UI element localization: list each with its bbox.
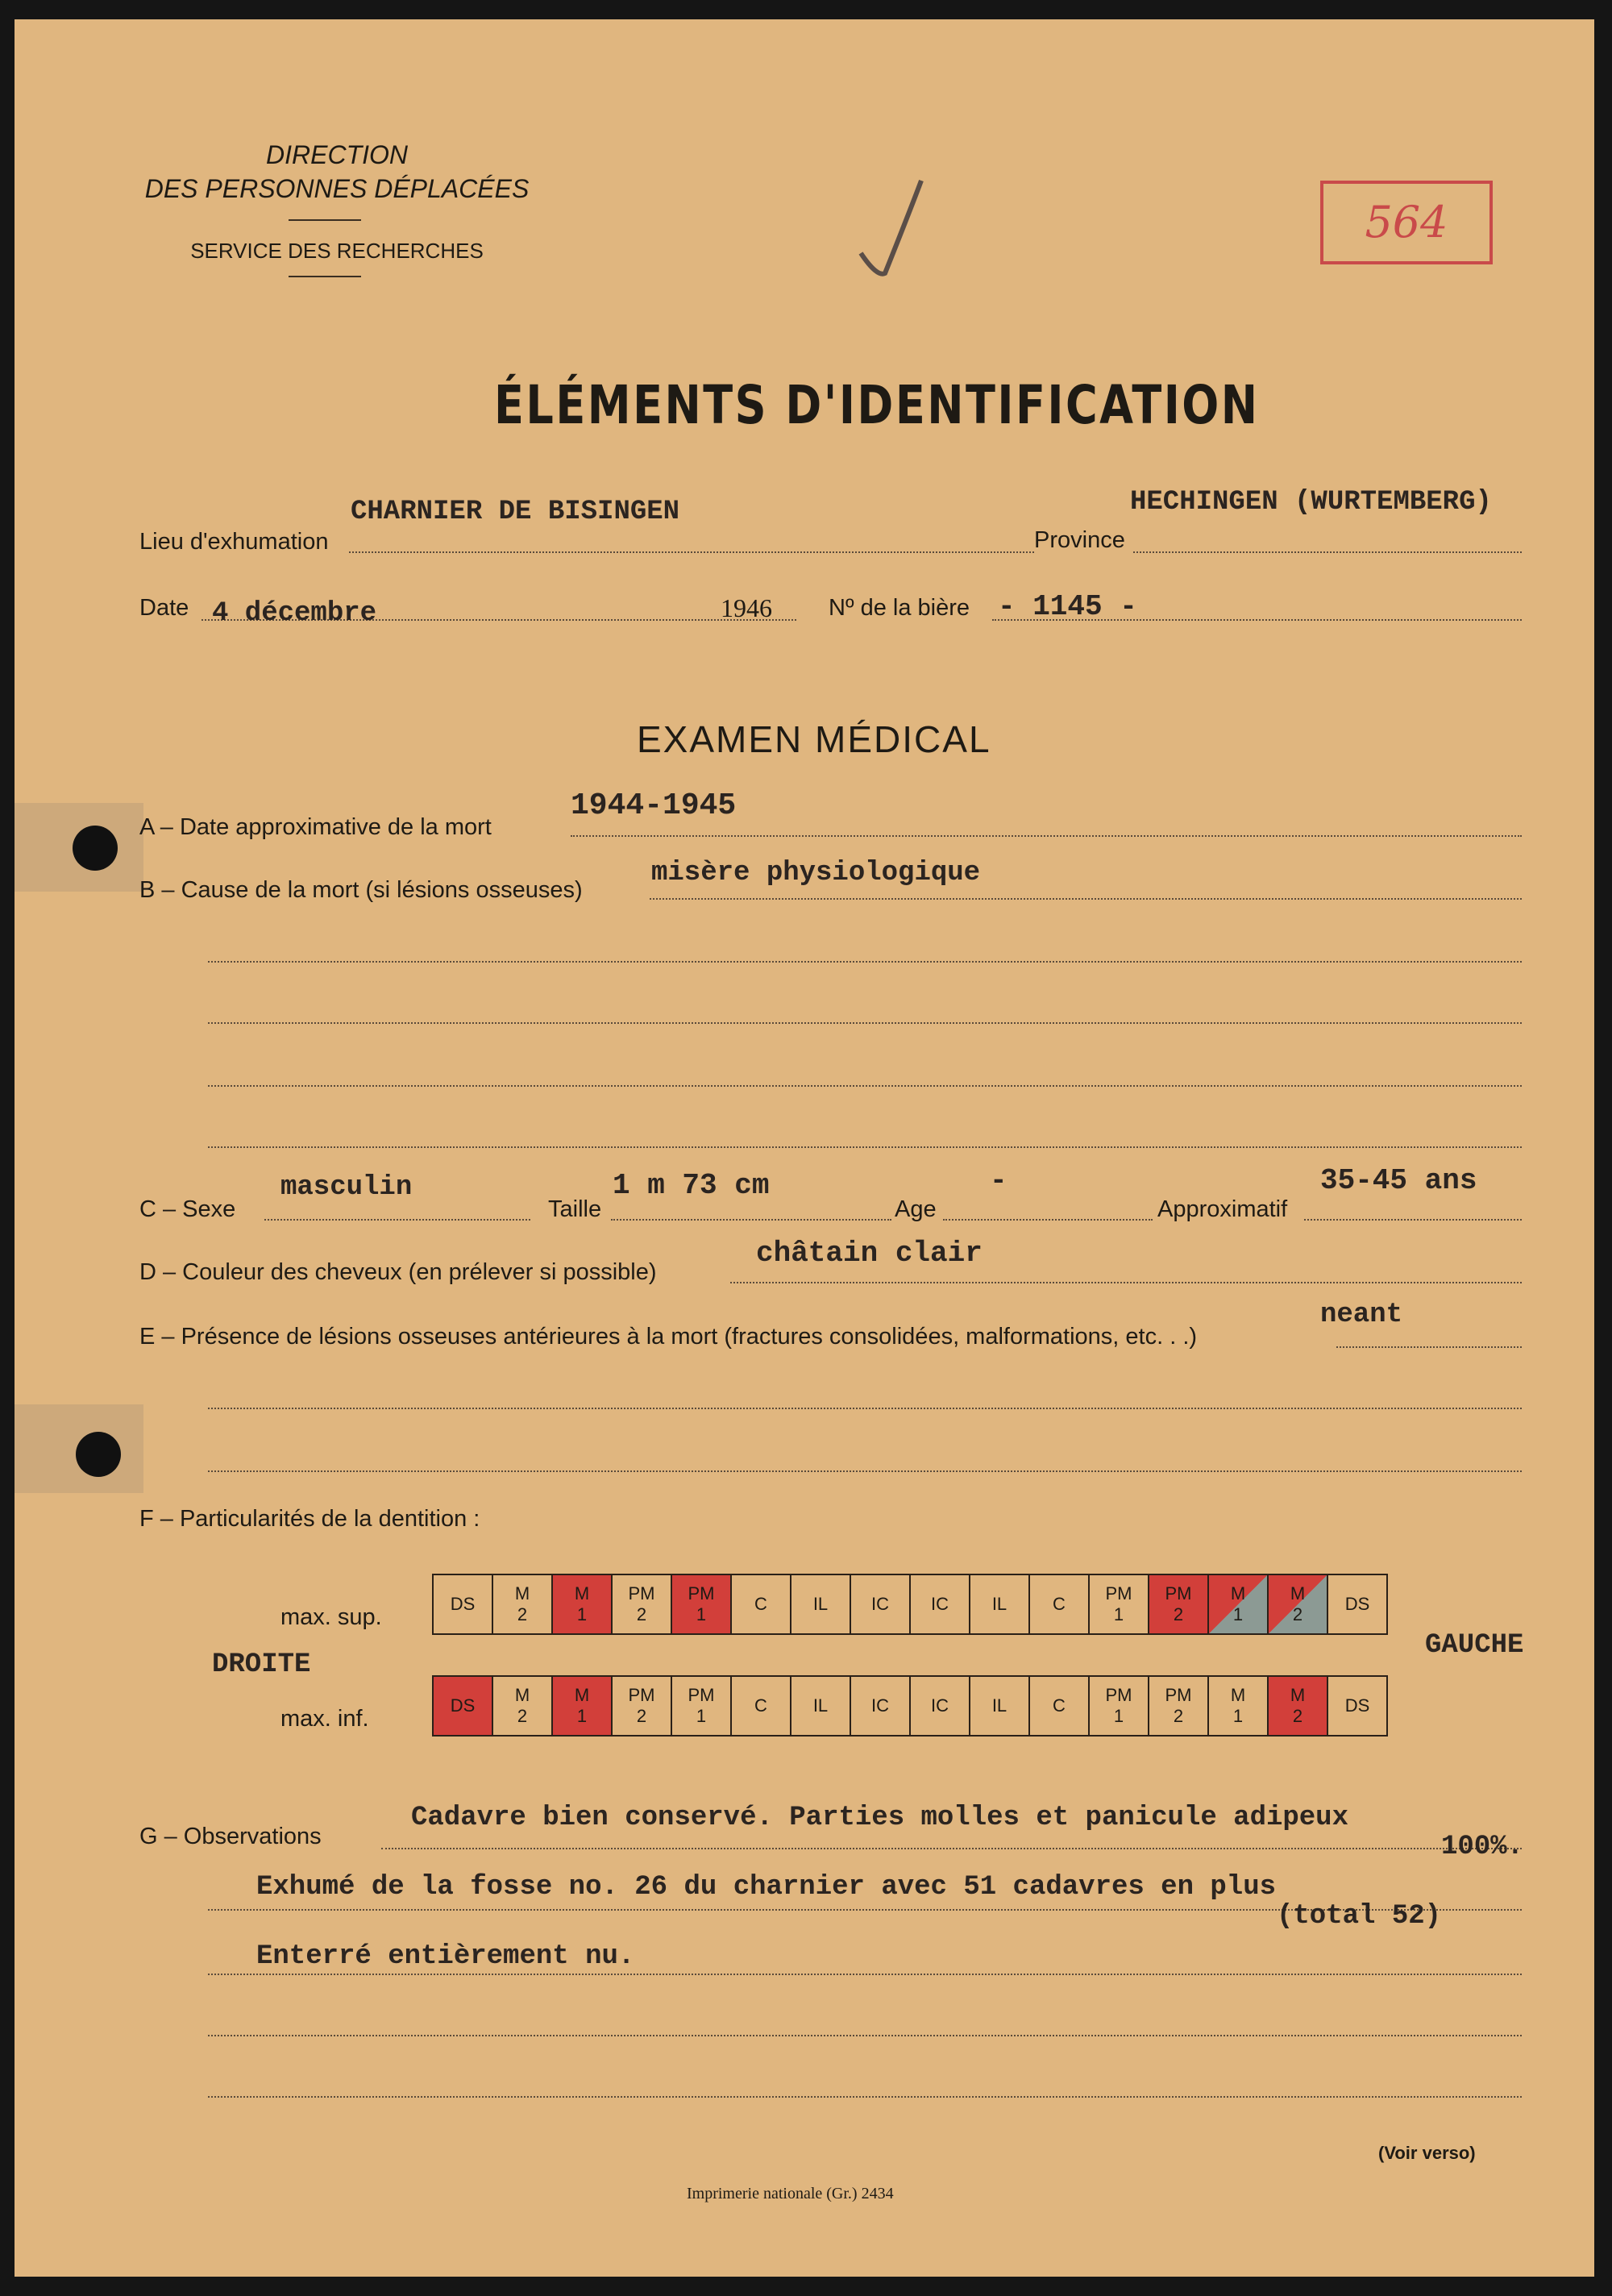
taille-label: Taille bbox=[548, 1196, 602, 1222]
tooth-number: 2 bbox=[636, 1604, 647, 1624]
tooth-number: 2 bbox=[1173, 1706, 1184, 1726]
tooth-number: 1 bbox=[696, 1706, 707, 1726]
tooth-number: 1 bbox=[576, 1706, 588, 1726]
lower-tooth-cell bbox=[1208, 1676, 1268, 1736]
tooth-code: M bbox=[1230, 1583, 1246, 1603]
tooth-code: DS bbox=[1344, 1594, 1370, 1614]
tooth-code: IC bbox=[931, 1594, 949, 1614]
field-f-label: F – Particularités de la dentition : bbox=[139, 1506, 480, 1532]
province-line bbox=[1133, 551, 1522, 553]
tooth-code: M bbox=[1290, 1685, 1306, 1705]
tooth-code: PM bbox=[688, 1583, 715, 1603]
tooth-code: DS bbox=[1344, 1695, 1370, 1716]
lower-tooth-cell bbox=[671, 1676, 731, 1736]
max-inf-label: max. inf. bbox=[280, 1706, 369, 1732]
tooth-code: PM bbox=[1165, 1685, 1192, 1705]
tooth-code: C bbox=[754, 1594, 767, 1614]
org-line-personnes: DES PERSONNES DÉPLACÉES bbox=[144, 174, 530, 203]
lower-tooth-cell bbox=[1029, 1676, 1089, 1736]
document-page bbox=[15, 19, 1594, 2277]
lower-tooth-cell bbox=[492, 1676, 552, 1736]
field-d-line bbox=[730, 1282, 1522, 1283]
tooth-number: 2 bbox=[1292, 1604, 1303, 1624]
tooth-code: M bbox=[1230, 1685, 1246, 1705]
biere-value: - 1145 - bbox=[998, 590, 1137, 623]
tooth-number: 1 bbox=[696, 1604, 707, 1624]
upper-tooth-cell bbox=[791, 1574, 850, 1634]
tooth-code: M bbox=[574, 1583, 590, 1603]
page-title: ÉLÉMENTS D'IDENTIFICATION bbox=[494, 374, 1260, 436]
age-line bbox=[943, 1219, 1153, 1221]
taille-line bbox=[611, 1219, 891, 1221]
field-d-label: D – Couleur des cheveux (en prélever si possible) bbox=[139, 1259, 657, 1285]
field-a-line bbox=[571, 835, 1522, 837]
tooth-code: PM bbox=[1105, 1685, 1132, 1705]
age-label: Age bbox=[895, 1196, 937, 1222]
date-year: 1946 bbox=[721, 593, 772, 622]
field-e-label: E – Présence de lésions osseuses antérieures à la mort (fractures consolidées, malformations, etc. . .) bbox=[139, 1324, 1198, 1350]
lower-tooth-cell bbox=[910, 1676, 970, 1736]
field-e-line-3 bbox=[208, 1470, 1522, 1472]
observation-line-2: Exhumé de la fosse no. 26 du charnier avec 51 cadavres en plus bbox=[256, 1872, 1277, 1903]
tooth-code: DS bbox=[450, 1594, 476, 1614]
upper-tooth-cell bbox=[910, 1574, 970, 1634]
lower-tooth-cell bbox=[850, 1676, 910, 1736]
lower-tooth-cell bbox=[1327, 1676, 1387, 1736]
exam-heading: EXAMEN MÉDICAL bbox=[637, 718, 991, 760]
tooth-code: C bbox=[1053, 1594, 1066, 1614]
field-b-line-2 bbox=[208, 961, 1522, 963]
field-b-line bbox=[650, 898, 1522, 900]
imprimerie-footer: Imprimerie nationale (Gr.) 2434 bbox=[687, 2185, 894, 2202]
province-label: Province bbox=[1034, 527, 1125, 553]
tooth-number: 1 bbox=[1113, 1604, 1124, 1624]
tooth-number: 2 bbox=[1173, 1604, 1184, 1624]
upper-tooth-cell bbox=[1149, 1574, 1208, 1634]
lieu-line bbox=[349, 551, 1034, 553]
field-g-line-5 bbox=[208, 2096, 1522, 2098]
approx-value: 35-45 ans bbox=[1320, 1164, 1477, 1197]
approx-line bbox=[1304, 1219, 1522, 1221]
field-a-value: 1944-1945 bbox=[571, 788, 737, 823]
lower-tooth-cell bbox=[731, 1676, 791, 1736]
observation-line-1: Cadavre bien conservé. Parties molles et panicule adipeux bbox=[411, 1803, 1348, 1833]
upper-teeth-chart bbox=[432, 1574, 1388, 1635]
tooth-code: M bbox=[514, 1685, 530, 1705]
lower-tooth-cell bbox=[791, 1676, 850, 1736]
tooth-number: 1 bbox=[576, 1604, 588, 1624]
tooth-code: M bbox=[574, 1685, 590, 1705]
tooth-number: 1 bbox=[1113, 1706, 1124, 1726]
gauche-label: GAUCHE bbox=[1425, 1630, 1524, 1661]
date-label: Date bbox=[139, 595, 189, 621]
lower-tooth-cell bbox=[1089, 1676, 1149, 1736]
check-mark bbox=[853, 164, 933, 285]
reference-stamp bbox=[1320, 181, 1493, 264]
punch-hole-bottom bbox=[76, 1432, 121, 1477]
field-d-value: châtain clair bbox=[756, 1237, 983, 1270]
upper-tooth-cell bbox=[552, 1574, 612, 1634]
lower-teeth-chart bbox=[432, 1675, 1388, 1737]
lower-tooth-cell bbox=[612, 1676, 671, 1736]
field-b-label: B – Cause de la mort (si lésions osseuses) bbox=[139, 877, 583, 903]
upper-tooth-cell bbox=[433, 1574, 492, 1634]
field-b-line-4 bbox=[208, 1085, 1522, 1087]
tooth-code: IL bbox=[991, 1594, 1008, 1614]
upper-tooth-cell bbox=[731, 1574, 791, 1634]
tooth-code: C bbox=[1053, 1695, 1066, 1716]
field-g-line-3 bbox=[208, 1974, 1522, 1975]
upper-tooth-cell bbox=[492, 1574, 552, 1634]
org-line-direction: DIRECTION bbox=[266, 140, 408, 169]
lower-tooth-cell bbox=[433, 1676, 492, 1736]
tooth-code: PM bbox=[688, 1685, 715, 1705]
tooth-code: IL bbox=[812, 1594, 829, 1614]
droite-label: DROITE bbox=[212, 1649, 311, 1680]
org-line-service: SERVICE DES RECHERCHES bbox=[190, 239, 484, 263]
punch-hole-top bbox=[73, 826, 118, 871]
lower-tooth-cell bbox=[1268, 1676, 1327, 1736]
field-b-line-3 bbox=[208, 1022, 1522, 1024]
tooth-code: IL bbox=[991, 1695, 1008, 1716]
tooth-code: IC bbox=[871, 1594, 889, 1614]
biere-label: Nº de la bière bbox=[829, 595, 970, 621]
header-divider bbox=[289, 219, 361, 221]
lower-tooth-cell bbox=[970, 1676, 1029, 1736]
tooth-number: 2 bbox=[517, 1706, 528, 1726]
field-e-line-2 bbox=[208, 1408, 1522, 1409]
field-e-value: neant bbox=[1320, 1300, 1403, 1330]
upper-tooth-cell bbox=[850, 1574, 910, 1634]
tooth-code: IC bbox=[931, 1695, 949, 1716]
taille-value: 1 m 73 cm bbox=[613, 1169, 770, 1202]
upper-tooth-cell bbox=[970, 1574, 1029, 1634]
lieu-value: CHARNIER DE BISINGEN bbox=[351, 497, 680, 527]
field-e-line bbox=[1336, 1346, 1522, 1348]
province-value: HECHINGEN (WURTEMBERG) bbox=[1130, 487, 1492, 518]
sexe-value: masculin bbox=[280, 1172, 413, 1203]
observation-line-2b: (total 52) bbox=[1277, 1901, 1442, 1932]
tooth-number: 2 bbox=[1292, 1706, 1303, 1726]
tooth-code: DS bbox=[450, 1695, 476, 1716]
tooth-number: 2 bbox=[636, 1706, 647, 1726]
date-value: 4 décembre bbox=[212, 598, 377, 629]
sexe-line bbox=[264, 1219, 530, 1221]
lower-tooth-cell bbox=[552, 1676, 612, 1736]
stamp-number: 564 bbox=[1365, 197, 1448, 247]
observation-line-1b: 100%. bbox=[1441, 1832, 1524, 1862]
tooth-code: IL bbox=[812, 1695, 829, 1716]
voir-verso: (Voir verso) bbox=[1378, 2143, 1476, 2163]
tooth-code: PM bbox=[1105, 1583, 1132, 1603]
field-b-line-5 bbox=[208, 1146, 1522, 1148]
field-a-label: A – Date approximative de la mort bbox=[139, 814, 492, 840]
approx-label: Approximatif bbox=[1157, 1196, 1288, 1222]
header-divider-2 bbox=[289, 276, 361, 277]
tooth-number: 2 bbox=[517, 1604, 528, 1624]
field-g-line-4 bbox=[208, 2035, 1522, 2036]
tooth-code: C bbox=[754, 1695, 767, 1716]
field-c-sexe-label: C – Sexe bbox=[139, 1196, 236, 1222]
tooth-code: M bbox=[514, 1583, 530, 1603]
upper-tooth-cell bbox=[1327, 1574, 1387, 1634]
tooth-code: PM bbox=[628, 1685, 655, 1705]
lower-tooth-cell bbox=[1149, 1676, 1208, 1736]
lieu-label: Lieu d'exhumation bbox=[139, 529, 329, 555]
max-sup-label: max. sup. bbox=[280, 1604, 382, 1630]
field-b-value: misère physiologique bbox=[651, 858, 981, 888]
age-value: - bbox=[990, 1164, 1008, 1197]
observation-line-3: Enterré entièrement nu. bbox=[256, 1941, 635, 1972]
upper-tooth-cell bbox=[671, 1574, 731, 1634]
upper-tooth-cell bbox=[1268, 1574, 1327, 1634]
upper-tooth-cell bbox=[612, 1574, 671, 1634]
tooth-code: PM bbox=[628, 1583, 655, 1603]
tooth-code: PM bbox=[1165, 1583, 1192, 1603]
tooth-number: 1 bbox=[1232, 1706, 1244, 1726]
field-g-line bbox=[381, 1848, 1522, 1849]
tooth-code: IC bbox=[871, 1695, 889, 1716]
field-g-label: G – Observations bbox=[139, 1824, 322, 1849]
tooth-number: 1 bbox=[1232, 1604, 1244, 1624]
upper-tooth-cell bbox=[1208, 1574, 1268, 1634]
tooth-code: M bbox=[1290, 1583, 1306, 1603]
upper-tooth-cell bbox=[1029, 1574, 1089, 1634]
upper-tooth-cell bbox=[1089, 1574, 1149, 1634]
